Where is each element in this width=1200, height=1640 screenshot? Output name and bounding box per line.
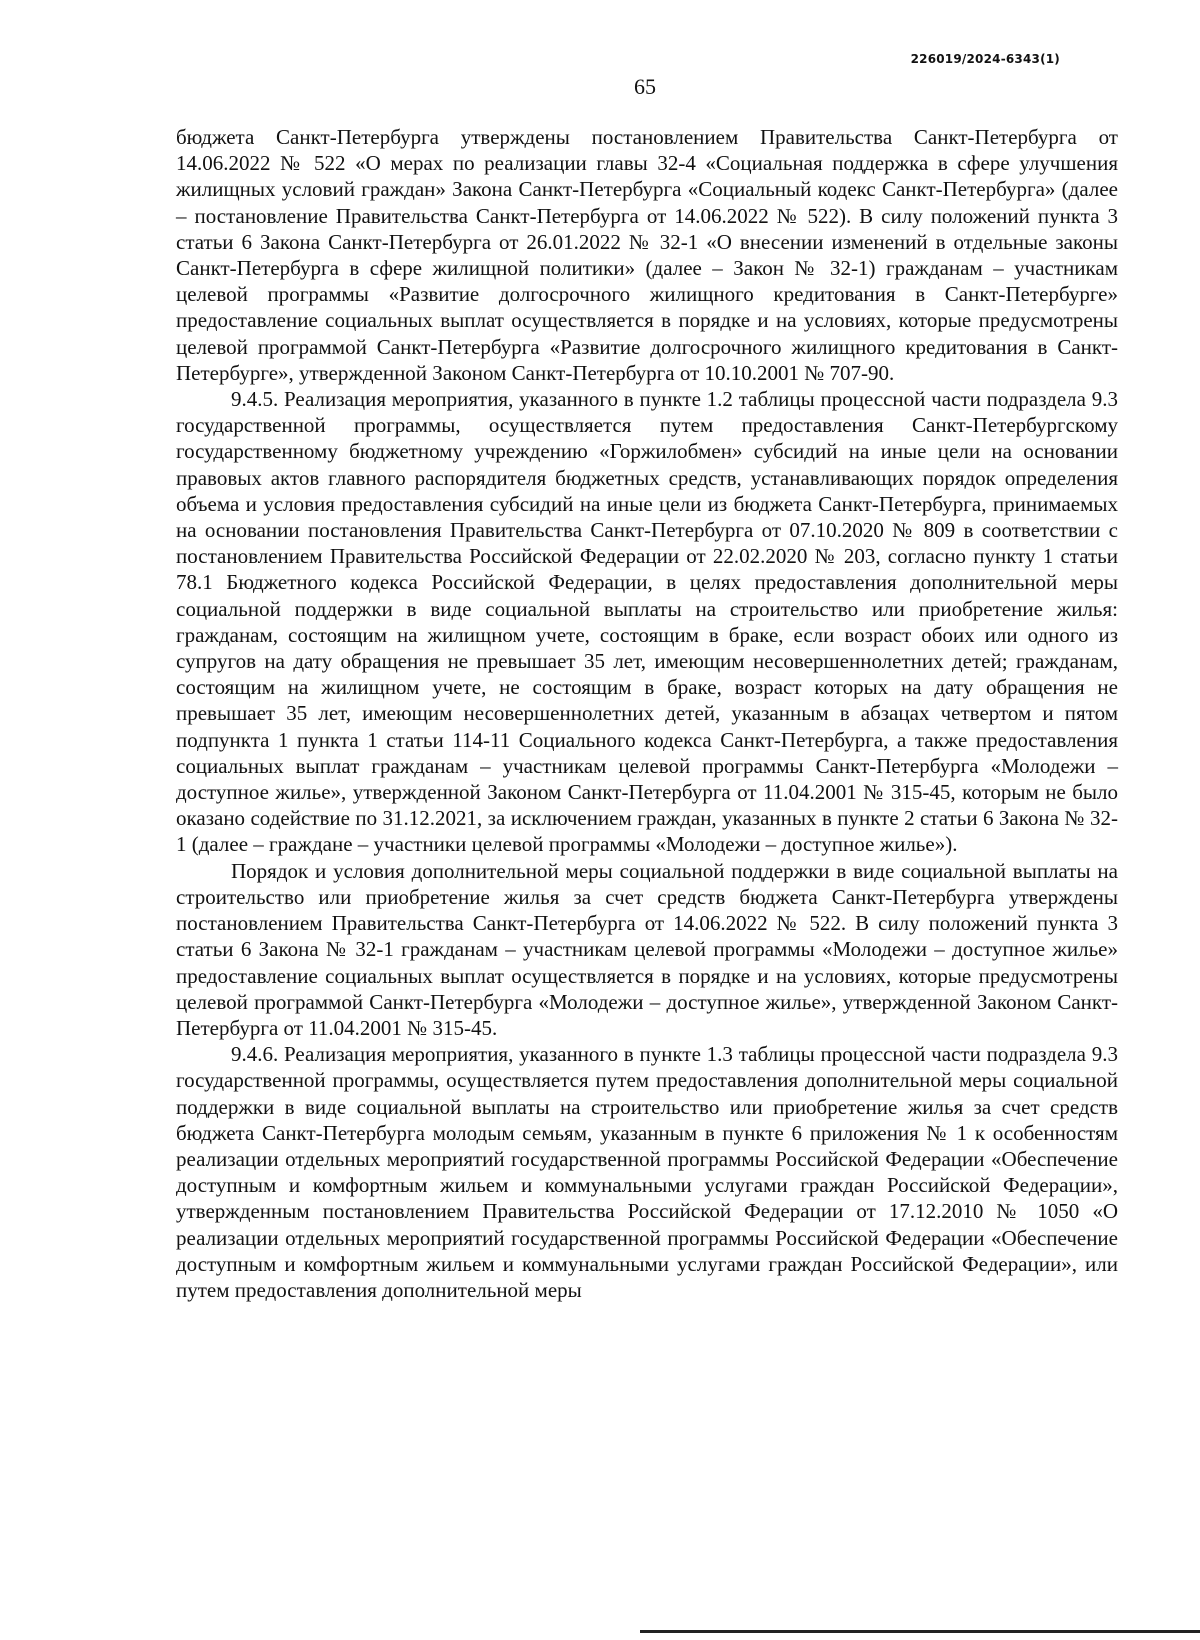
document-body bbox=[176, 124, 1118, 1303]
document-registration-number: 226019/2024-6343(1) bbox=[910, 52, 1060, 66]
paragraph-9-4-5: 9.4.5. Реализация мероприятия, указанного в пункте 1.2 таблицы процессной части подраздела 9.3 государственной программы, осуществляется путем предоставления Санкт-Петербургскому государственному бюджетному учреждению «Горжилобмен» субсидий на иные цели на основании правовых актов главного распорядителя бюджетных средств, устанавливающих порядок определения объема и условия предоставления субсидий на иные цели из бюджета Санкт-Петербурга, принимаемых на основании постановления Правительства Санкт-Петербурга от 07.10.2020 № 809 в соответствии с постановлением Правительства Российской Федерации от 22.02.2020 № 203, согласно пункту 1 статьи 78.1 Бюджетного кодекса Российской Федерации, в целях предоставления дополнительной меры социальной поддержки в виде социальной выплаты на строительство или приобретение жилья: гражданам, состоящим на жилищном учете, состоящим в браке, если возраст обоих или одного из супругов на дату обращения не превышает 35 лет, имеющим несовершеннолетних детей; гражданам, состоящим на жилищном учете, не состоящим в браке, возраст которых на дату обращения не превышает 35 лет, имеющим несовершеннолетних детей, указанным в абзацах четвертом и пятом подпункта 1 пункта 1 статьи 114-11 Социального кодекса Санкт-Петербурга, а также предоставления социальных выплат гражданам – участникам целевой программы Санкт-Петербурга «Молодежи – доступное жилье», утвержденной Законом Санкт-Петербурга от 11.04.2001 № 315-45, которым не было оказано содействие по 31.12.2021, за исключением граждан, указанных в пункте 2 статьи 6 Закона № 32-1 (далее – граждане – участники целевой программы «Молодежи – доступное жилье»). bbox=[176, 387, 1118, 857]
paragraph-continuation: бюджета Санкт-Петербурга утверждены постановлением Правительства Санкт-Петербурга от 14.06.2022 № 522 «О мерах по реализации главы 32-4 «Социальная поддержка в сфере улучшения жилищных условий граждан» Закона Санкт-Петербурга «Социальный кодекс Санкт-Петербурга» (далее – постановление Правительства Санкт-Петербурга от 14.06.2022 № 522). В силу положений пункта 3 статьи 6 Закона Санкт-Петербурга от 26.01.2022 № 32-1 «О внесении изменений в отдельные законы Санкт-Петербурга в сфере жилищной политики» (далее – Закон № 32-1) гражданам – участникам целевой программы «Развитие долгосрочного жилищного кредитования в Санкт-Петербурге» предоставление социальных выплат осуществляется в порядке и на условиях, которые предусмотрены целевой программой Санкт-Петербурга «Развитие долгосрочного жилищного кредитования в Санкт-Петербурге», утвержденной Законом Санкт-Петербурга от 10.10.2001 № 707-90. bbox=[176, 125, 1118, 385]
paragraph-9-4-6: 9.4.6. Реализация мероприятия, указанного в пункте 1.3 таблицы процессной части подраздела 9.3 государственной программы, осуществляется путем предоставления дополнительной меры социальной поддержки в виде социальной выплаты на строительство или приобретение жилья за счет средств бюджета Санкт-Петербурга молодым семьям, указанным в пункте 6 приложения № 1 к особенностям реализации отдельных мероприятий государственной программы Российской Федерации «Обеспечение доступным и комфортным жильем и коммунальными услугами граждан Российской Федерации», утвержденным постановлением Правительства Российской Федерации от 17.12.2010 № 1050 «О реализации отдельных мероприятий государственной программы Российской Федерации «Обеспечение доступным и комфортным жильем и коммунальными услугами граждан Российской Федерации», или путем предоставления дополнительной меры bbox=[176, 1042, 1118, 1302]
page-number: 65 bbox=[634, 74, 656, 99]
paragraph-procedure: Порядок и условия дополнительной меры социальной поддержки в виде социальной выплаты на строительство или приобретение жилья за счет средств бюджета Санкт-Петербурга утверждены постановлением Правительства Санкт-Петербурга от 14.06.2022 № 522. В силу положений пункта 3 статьи 6 Закона № 32-1 гражданам – участникам целевой программы «Молодежи – доступное жилье» предоставление социальных выплат осуществляется в порядке и на условиях, которые предусмотрены целевой программой Санкт-Петербурга «Молодежи – доступное жилье», утвержденной Законом Санкт-Петербурга от 11.04.2001 № 315-45. bbox=[176, 858, 1118, 1040]
bottom-edge-line bbox=[640, 1630, 1200, 1633]
